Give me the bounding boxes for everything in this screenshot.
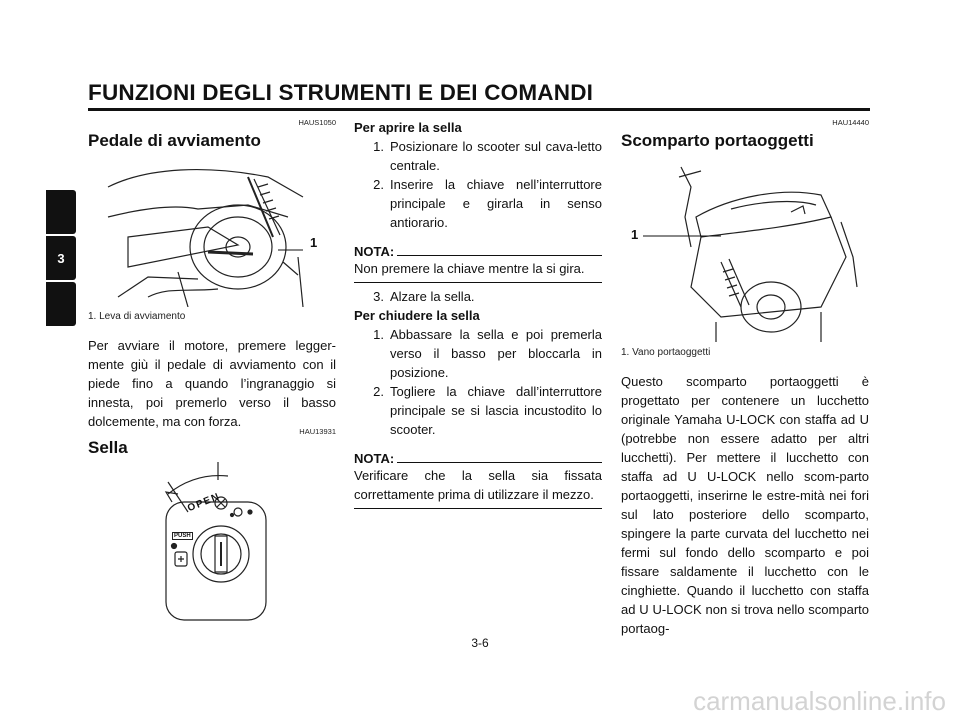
page-number: 3-6 [471, 636, 489, 650]
chapter-tab: 3 [46, 236, 76, 280]
subheading-open-seat: Per aprire la sella [354, 120, 462, 135]
push-label: PUSH [174, 533, 191, 539]
column-middle [354, 118, 602, 509]
kick-starter-figure [88, 157, 336, 307]
column-right [621, 118, 869, 638]
scooter-storage-illustration [621, 157, 869, 345]
close-steps-list [354, 325, 602, 439]
seat-lock-figure [88, 462, 336, 622]
figure-callout: 1 [631, 227, 639, 242]
list-item: 2. Togliere la chiave dall’interruttore principale se si lascia incustodito lo scooter. [373, 384, 602, 437]
scooter-kickstarter-illustration [88, 157, 336, 307]
chapter-tab-blank-lower [46, 282, 76, 326]
figure-callout: 1 [310, 235, 318, 250]
open-label: OPEN [186, 491, 222, 515]
section-title-kick-starter: Pedale di avviamento [88, 131, 261, 150]
column-left [88, 118, 336, 622]
section-code: HAU14440 [832, 118, 869, 127]
section-title-seat: Sella [88, 438, 128, 457]
note-heading: NOTA: [354, 451, 602, 466]
open-steps-list [354, 137, 602, 232]
chapter-tab-blank-upper [46, 190, 76, 234]
header-rule [88, 108, 870, 111]
list-item: 1. Abbassare la sella e poi premerla verso il basso per bloccarla in posizione. [373, 327, 602, 380]
section-title-storage: Scomparto portaoggetti [621, 131, 814, 150]
storage-figure [621, 157, 869, 345]
ignition-lock-illustration [88, 462, 336, 622]
list-item: 1. Posizionare lo scooter sul cava-letto centrale. [373, 139, 602, 173]
list-item: 2. Inserire la chiave nell’interruttore principale e girarla in senso antiorario. [373, 177, 602, 230]
page-header-title: FUNZIONI DEGLI STRUMENTI E DEI COMANDI [88, 80, 594, 105]
paragraph: Per avviare il motore, premere legger-mente giù il pedale di avviamento con il piede fino a quando l’ingranaggio si innesta, poi premerlo verso il basso dolcemente, ma con forza. [88, 338, 336, 429]
note-text: Verificare che la sella sia fissata correttamente prima di utilizzare il mezzo. [354, 466, 602, 509]
step-3 [354, 287, 602, 306]
watermark: carmanualsonline.info [693, 686, 946, 716]
list-item: 3. Alzare la sella. [373, 289, 475, 304]
figure-caption: 1. Leva di avviamento [88, 311, 186, 322]
section-code: HAUS1050 [298, 118, 336, 127]
figure-caption: 1. Vano portaoggetti [621, 347, 711, 358]
subheading-close-seat: Per chiudere la sella [354, 308, 480, 323]
note-text: Non premere la chiave mentre la si gira. [354, 259, 602, 283]
section-code: HAU13931 [299, 427, 336, 436]
paragraph: Questo scomparto portaoggetti è progettato per contenere un lucchetto originale Yamaha U-LOCK con staffa ad U (potrebbe non essere adatto per altri lucchetti). Per mettere il lucchetto con staffa ad U U-LOCK nello scom-parto portaoggetti, inserirne le estre-mità nei fori sul lato posteriore dello scomparto, spingere la parte curvata del lucchetto nei fermi sul fondo dello scomparto e poi fissare saldamente il lucchetto con le cinghiette. Quando il lucchetto con staffa ad U U-LOCK non si trova nello scomparto portaog- [621, 374, 869, 636]
note-heading: NOTA: [354, 244, 602, 259]
